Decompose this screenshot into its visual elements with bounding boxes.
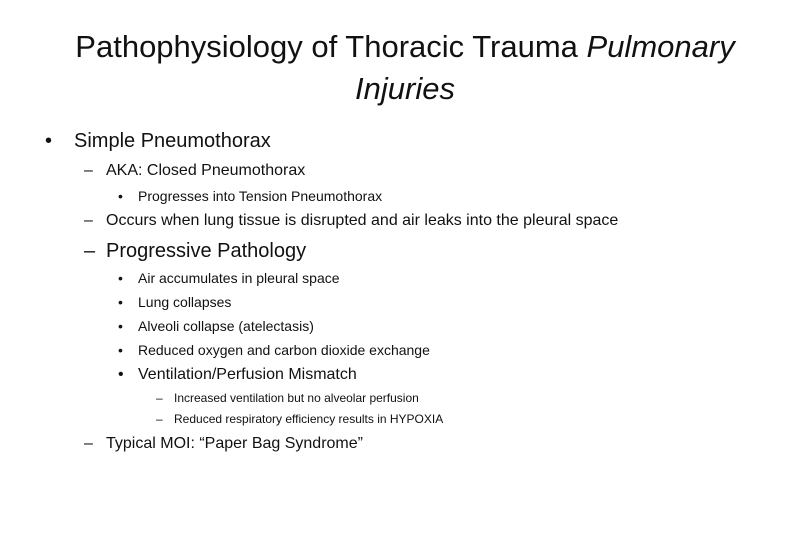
dash-marker: – bbox=[156, 412, 163, 426]
bullet-marker: • bbox=[118, 270, 123, 286]
slide-title-emphasis: Pulmonary Injuries bbox=[355, 29, 735, 106]
bullet-progresses: Progresses into Tension Pneumothorax bbox=[138, 188, 383, 204]
bullet-marker: • bbox=[118, 366, 124, 383]
dash-marker: – bbox=[84, 162, 93, 179]
bullet-marker: • bbox=[118, 294, 123, 310]
slide-title bbox=[40, 26, 770, 110]
bullet-progressive-pathology: Progressive Pathology bbox=[106, 240, 307, 262]
pathology-item: Reduced oxygen and carbon dioxide exchange bbox=[138, 342, 430, 358]
pathology-item: Lung collapses bbox=[138, 294, 232, 310]
dash-marker: – bbox=[156, 391, 163, 405]
vq-item: Reduced respiratory efficiency results in HYPOXIA bbox=[174, 412, 444, 426]
dash-marker: – bbox=[84, 212, 93, 229]
bullet-vq-mismatch: Ventilation/Perfusion Mismatch bbox=[138, 366, 357, 383]
bullet-aka: AKA: Closed Pneumothorax bbox=[106, 162, 306, 179]
bullet-simple-pneumothorax: Simple Pneumothorax bbox=[74, 130, 271, 152]
vq-item: Increased ventilation but no alveolar perfusion bbox=[174, 391, 419, 405]
bullet-occurs: Occurs when lung tissue is disrupted and air leaks into the pleural space bbox=[106, 212, 619, 229]
bullet-typical-moi: Typical MOI: “Paper Bag Syndrome” bbox=[106, 435, 363, 452]
bullet-marker: • bbox=[118, 188, 123, 204]
pathology-item: Alveoli collapse (atelectasis) bbox=[138, 318, 314, 334]
bullet-marker: • bbox=[118, 318, 123, 334]
bullet-marker: • bbox=[118, 342, 123, 358]
slide-title-main: Pathophysiology of Thoracic Trauma bbox=[75, 29, 578, 64]
dash-marker: – bbox=[84, 435, 93, 452]
bullet-marker: • bbox=[45, 130, 53, 152]
pathology-item: Air accumulates in pleural space bbox=[138, 270, 340, 286]
dash-marker: – bbox=[84, 240, 96, 262]
